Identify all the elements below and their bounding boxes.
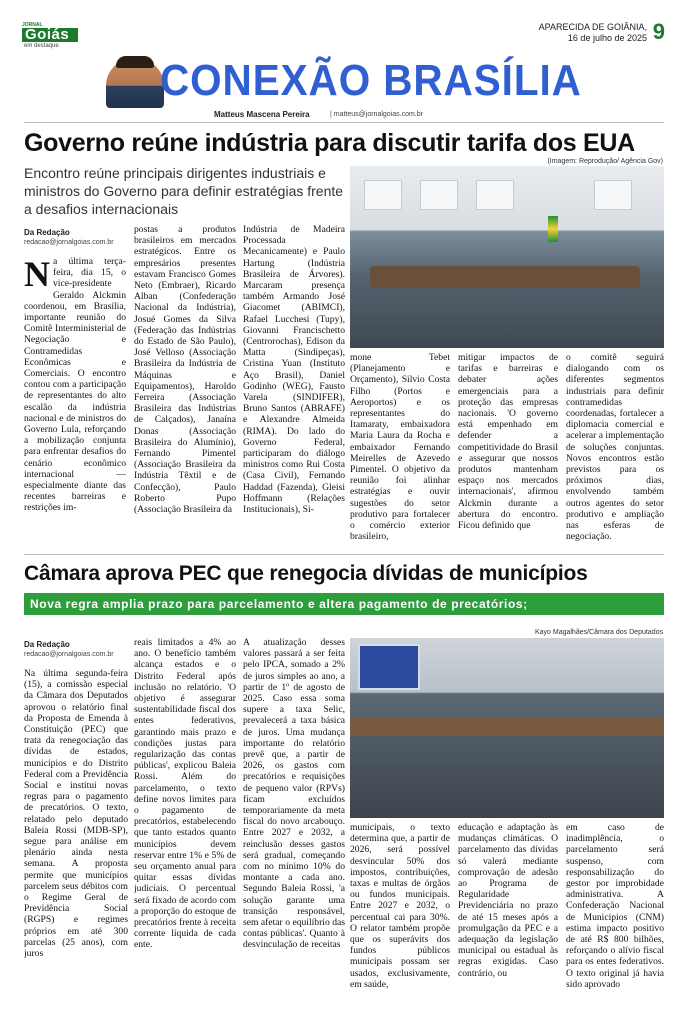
brazil-flag bbox=[548, 216, 558, 242]
edition-info bbox=[539, 22, 647, 44]
article1-photo-meeting bbox=[350, 166, 664, 348]
chamber-bench bbox=[350, 718, 664, 736]
article2-column-2: reais limitados a 4% ao ano. O benefício também alcança estados e o Distrito Federal após inclusão no relatório. 'O objetivo é assegurar sustentabilidade fiscal dos entes federativos, garantindo mais prazo e condições justas para regularização das contas públicas', explicou Baleia Rossi. Além do parcelamento, o texto define novos limites para o pagamento de precatórios, estabelecendo que tanto estados quanto municípios devem reservar entre 1% e 5% de seu orçamento anual para quitar essas dívidas judiciais. O percentual será fixado de acordo com a proporção do estoque de precatórios frente à receita corrente líquida de cada ente. bbox=[134, 637, 236, 951]
article2-column-1: Na última segunda-feira (15), a comissão especial da Câmara dos Deputados aprovou o relatório final da Proposta de Emenda à Constituição (PEC) que trata da renegociação das dívidas de estados, municípios e do Distrito Federal com a Previdência Social e institui novas regras para o pagamento de precatórios. O texto, relatado pelo deputado Baleia Rossi (MDB-SP), segue para análise em plenário ainda nesta semana. A proposta permite que municípios parcelem seus débitos com o Regime Geral de Previdência Social (RGPS) e regimes próprios em até 300 parcelas (25 anos), com juros bbox=[24, 668, 128, 960]
article2-column-3: A atualização desses valores passará a ser feita pelo IPCA, somado a 2% de juros simples ao ano, a partir de 1º de agosto de 2025. Caso essa soma supere a taxa Selic, prevalecerá a taxa básica de juros. Uma mudança importante do relatório prevê que, a partir de 2026, os gastos com precatórios e requisições de pequeno valor (RPVs) ficam excluídos temporariamente da meta fiscal do novo arcabouço. Entre 2027 e 2032, a reinclusão desses gastos será gradual, começando com no mínimo 10% do montante a cada ano. Segundo Baleia Rossi, 'a solução garante uma transição responsável, sem afetar o equilíbrio das contas públicas'. Quanto à desvinculação de receitas bbox=[243, 637, 345, 951]
article2-author: Da Redação bbox=[24, 640, 70, 649]
newspaper-logo bbox=[22, 22, 82, 50]
article1-column-5: mitigar impactos de tarifas e barreiras e debater ações emergenciais para a proteção das empresas nacionais. 'O governo está empenhado em defender a competitividade do Brasil e assegurar que nossos produtos mantenham espaço nos mercados internacionais', afirmou Alckmin durante a abertura do encontro. Ficou definido que bbox=[458, 352, 558, 532]
meeting-table bbox=[370, 266, 640, 288]
article1-col1-text: a última terça-feira, dia 15, o vice-presidente Geraldo Alckmin coordenou, em Brasília, importante reunião do Comitê Interministerial de Negociação e Contramedidas Econômicas e Comerciais. O encontro contou com a participação de representantes do alto escalão da indústria nacional e de ministros do Governo Lula, reforçando a mobilização conjunta para enfrentar desafios do cenário econômico internacional — especialmente diante das recentes barreiras e restrições im- bbox=[24, 256, 126, 514]
photo-window bbox=[476, 180, 514, 210]
article1-column-2: postas a produtos brasileiros em mercados estratégicos. Entre os empresários presentes estavam Francisco Gomes Neto (Embraer), Ricardo Alban (Confederação Nacional da Indústria), Josué Gomes da Silva (Federação das Indústrias do Estado de São Paulo), José Velloso (Associação Brasileira da Indústria de Máquinas e Equipamentos), Haroldo Ferreira (Associação Brasileira das Indústrias de Calçados), Janaína Donas (Associação Brasileira do Alumínio), Fernando Pimentel (Associação Brasileira da Indústria Têxtil e de Confecção), Paulo Roberto Pupo (Associação Brasileira da bbox=[134, 224, 236, 516]
header-divider bbox=[24, 122, 664, 123]
photo-window bbox=[594, 180, 632, 210]
article1-column-6: o comitê seguirá dialogando com os diferentes segmentos industriais para definir contramedidas coordenadas, fortalecer a diplomacia comercial e acelerar a implementação de soluções conjuntas. Novos encontros estão previstos para os próximos dias, envolvendo também outros agentes do setor produtivo e ampliação nas esferas de negociação. bbox=[566, 352, 664, 543]
edition-date: 16 de julho de 2025 bbox=[567, 33, 647, 43]
section-divider bbox=[24, 554, 664, 555]
article1-photo-credit: (Imagem: Reprodução/ Agência Gov) bbox=[547, 158, 663, 165]
columnist-name: Matteus Mascena Pereira bbox=[214, 110, 310, 119]
article2-subheadline: Nova regra amplia prazo para parcelamento e altera pagamento de precatórios; bbox=[24, 593, 664, 615]
photo-window bbox=[420, 180, 458, 210]
article1-email: redacao@jornalgoias.com.br bbox=[24, 239, 114, 246]
column-title: CONEXÃO BRASÍLIA bbox=[160, 56, 582, 105]
logo-text: Goiás bbox=[25, 26, 70, 43]
article1-author: Da Redação bbox=[24, 228, 70, 237]
article2-column-4: municipais, o texto determina que, a partir de 2026, será possível desvincular 50% dos impostos, contribuições, taxas e multas de órgãos ou fundos municipais. Entre 2027 e 2032, o percentual cai para 30%. O relator também propõe que os superávits dos fundos públicos municipais possam ser usados, exclusivamente, em saúde, bbox=[350, 822, 450, 990]
columnist-avatar-hair bbox=[116, 56, 154, 68]
article1-column-3: Indústria de Madeira Processada Mecanicamente) e Paulo Hartung (Indústria Brasileira de Árvores). Marcaram presença também Armando José Giacomet (ABIMCI), Rafael Lucchesi (Tupy), Giovanni Francischetto (Centrorochas), Edison da Matta (Sindipeças), Cristina Yuan (Instituto Aço Brasil), Daniel Godinho (WEG), Fausto Varela (SINDIFER), Bruno Santos (ABRAFE) e Alexandre Almeida (RIMA). Do lado do Governo Federal, participaram do diálogo ministros como Rui Costa (Casa Civil), Fernando Haddad (Fazenda), Gleisi Hoffmann (Relações Institucionais), Si- bbox=[243, 224, 345, 516]
article2-photo-credit: Kayo Magalhães/Câmara dos Deputados bbox=[534, 629, 663, 636]
article2-column-5: educação e adaptação às mudanças climáticas. O parcelamento das dívidas só valerá mediante comprovação de adesão ao Programa de Regularidade Previdenciária no prazo de até 15 meses após a promulgação da PEC e a adequação da legislação municipal ou estadual às regras exigidas. Caso contrário, ou bbox=[458, 822, 558, 979]
article2-photo-chamber bbox=[350, 638, 664, 818]
columnist-email: | matteus@jornalgoias.com.br bbox=[330, 111, 423, 118]
logo-top-text: JORNAL bbox=[22, 22, 43, 28]
edition-city: APARECIDA DE GOIÂNIA, bbox=[538, 22, 647, 32]
article2-column-6: em caso de inadimplência, o parcelamento será suspenso, com responsabilização do gestor por improbidade administrativa. A Confederação Nacional de Municípios (CNM) estima impacto positivo de até R$ 800 bilhões, reforçando o alívio fiscal para os entes federativos. O texto original já havia sido aprovado bbox=[566, 822, 664, 990]
article1-column-1 bbox=[24, 256, 126, 548]
page-number: 9 bbox=[652, 19, 665, 44]
drop-cap: N bbox=[24, 256, 50, 294]
article1-lead: Encontro reúne principais dirigentes industriais e ministros do Governo para definir estratégias frente a desafios internacionais bbox=[24, 165, 344, 217]
article2-headline: Câmara aprova PEC que renegocia dívidas de municípios bbox=[24, 562, 588, 585]
photo-window bbox=[364, 180, 402, 210]
logo-tagline: em destaque bbox=[24, 43, 59, 49]
article2-email: redacao@jornalgoias.com.br bbox=[24, 651, 114, 658]
article1-headline: Governo reúne indústria para discutir tarifa dos EUA bbox=[24, 129, 635, 157]
chamber-screen bbox=[358, 644, 420, 690]
article1-column-4: mone Tebet (Planejamento e Orçamento), Silvio Costa Filho (Portos e Aeroportos) e os representantes do Itamaraty, embaixadora Maria Laura da Rocha e embaixador Fernando Meirelles de Azevedo Pimentel. O objetivo da reunião foi alinhar estratégias e ouvir sugestões do setor produtivo para fortalecer o comércio exterior brasileiro, bbox=[350, 352, 450, 543]
